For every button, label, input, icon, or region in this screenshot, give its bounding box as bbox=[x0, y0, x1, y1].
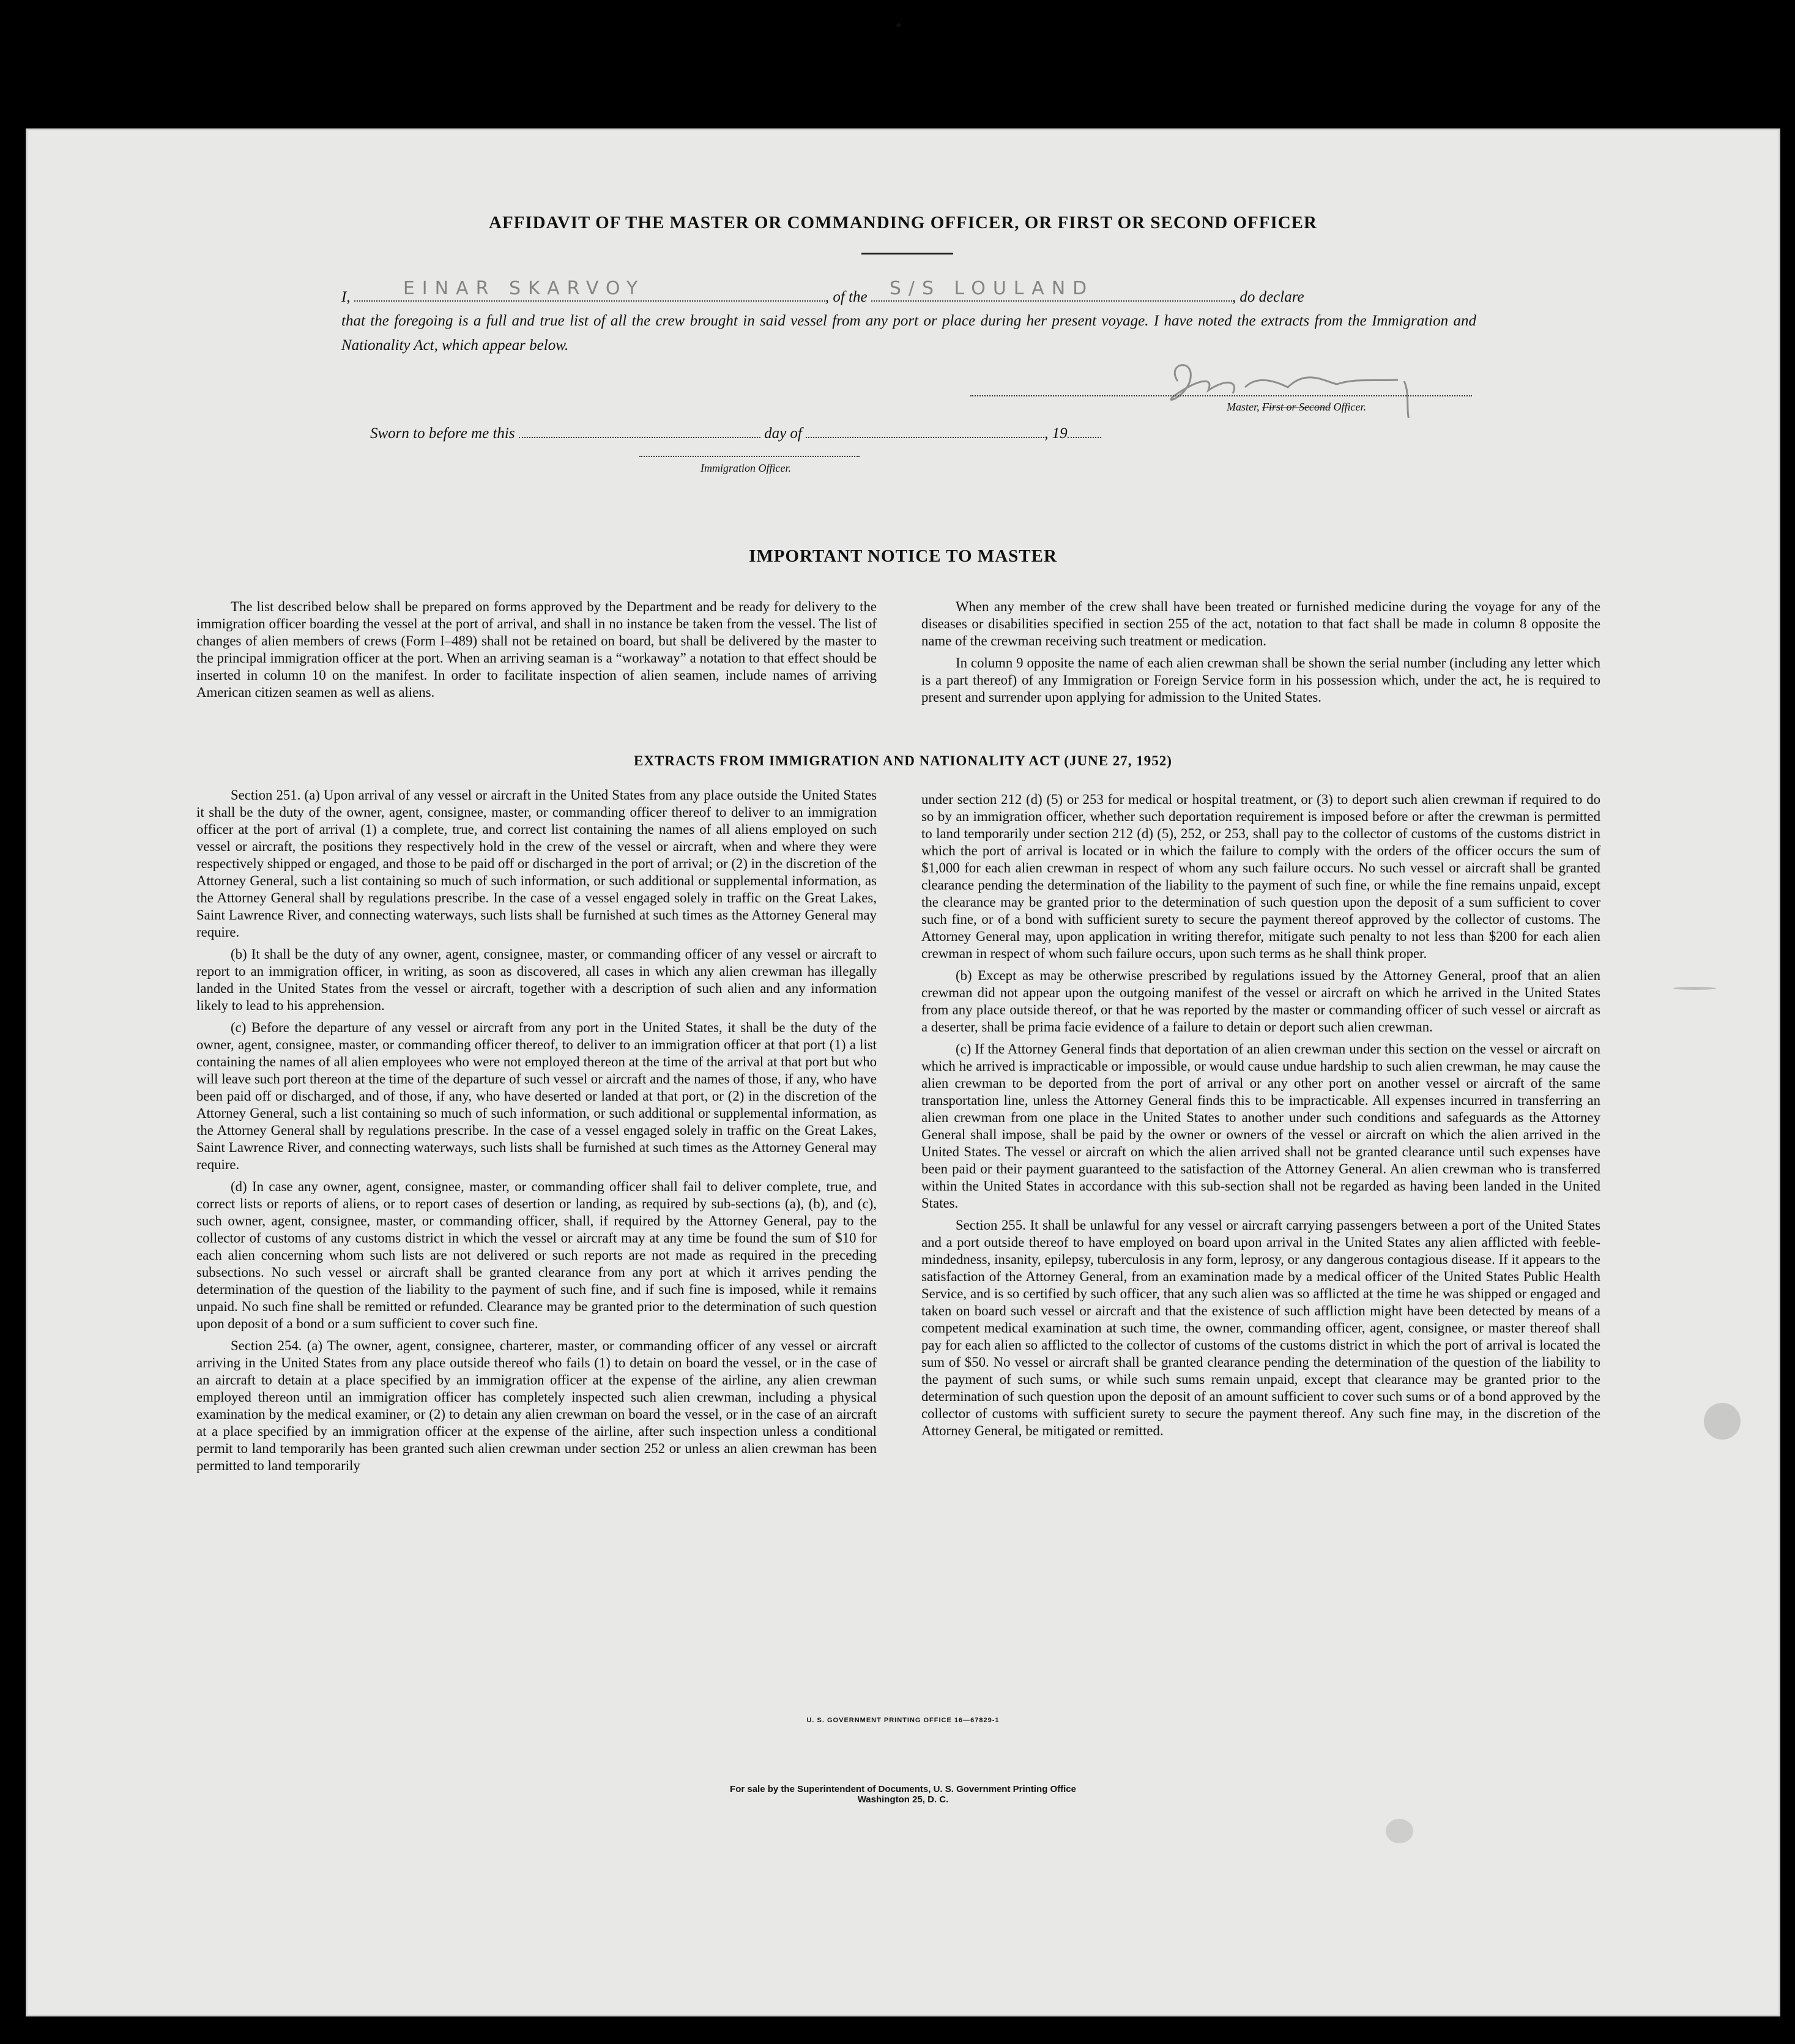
scan-mark bbox=[1386, 1819, 1413, 1843]
do-declare-label: , do declare bbox=[1232, 289, 1304, 305]
declaration-line bbox=[341, 278, 1476, 306]
extract-paragraph: under section 212 (d) (5) or 253 for medical or hospital treatment, or (3) to deport such alien crewman if required to do so by an immigration officer, whether such deportation requirement is imposed before or after the crewman is permitted to land temporarily under section 212 (d) (5), 252, or 253, shall pay to the collector of customs of the customs district in which the port of arrival is located or in which the failure to comply with the orders of the officer occurs the sum of $1,000 for each alien crewman in respect of whom any such failure occurs. No such vessel or aircraft shall be granted clearance pending the determination of the liability to the payment of such fine, or while the fine remains unpaid, except the clearance may be granted prior to the determination of such question upon the deposit of a sum sufficient to cover such fine, or of a bond with sufficient surety to secure the payment thereof approved by the collector of customs. The Attorney General may, upon application in writing therefor, mitigate such penalty to not less than $200 for each alien crewman in respect of whom such failure occurs, upon such terms as he shall think proper. bbox=[921, 792, 1600, 961]
scan-mark bbox=[1704, 1403, 1741, 1440]
extract-paragraph: Section 254. (a) The owner, agent, consignee, charterer, master, or commanding officer of any vessel or aircraft arriving in the United States from any place outside thereof who fails (1) to detain on board the vessel, or in the case of an aircraft to detain at a place specified by an immigration officer at the expense of the airline, any alien crewman employed thereon until an immigration officer has completely inspected such alien crewman, including a physical examination by the medical examiner, or (2) to detain any alien crewman on board the vessel, or in the case of an aircraft at a place specified by an immigration officer at the expense of the airline, after such inspection unless a conditional permit to land temporarily has been granted such alien crewman under section 252 or unless an alien crewman has been permitted to land temporarily bbox=[196, 1338, 877, 1473]
immigration-officer-caption: Immigration Officer. bbox=[701, 462, 791, 474]
scan-mark bbox=[1673, 987, 1716, 990]
extracts-left-column bbox=[196, 787, 877, 1479]
signature-line bbox=[970, 395, 1472, 396]
sale-notice bbox=[28, 1784, 1778, 1805]
year-label: , 19 bbox=[1044, 425, 1068, 442]
i-label: I, bbox=[341, 289, 351, 305]
notice-title: IMPORTANT NOTICE TO MASTER bbox=[749, 546, 1057, 566]
extract-paragraph: (c) If the Attorney General finds that deportation of an alien crewman under this section on the vessel or aircraft on which he arrived is impracticable or impossible, or would cause undue hardship to such alien crewman, he may cause the alien crewman to be deported from the port of arrival or any other port on another vessel or aircraft of the same transportation line, unless the Attorney General finds this to be impracticable. All expenses incurred in transferring an alien crewman from one place in the United States to another under such conditions and safeguards as the Attorney General shall impose, shall be paid by the owner or owners of the vessel or aircraft on which the alien arrived in the United States. The vessel or aircraft on which the alien arrived shall not be granted clearance until such expenses have been paid or their payment guaranteed to the satisfaction of the Attorney General. An alien crewman who is transferred within the United States in accordance with this sub-section shall not be regarded as having been landed in the United States. bbox=[921, 1041, 1600, 1211]
notice-paragraph: The list described below shall be prepared on forms approved by the Department and be ready for delivery to the immigration officer boarding the vessel at the port of arrival, and shall in no instance be taken from the vessel. The list of changes of alien members of crews (Form I–489) shall not be retained on board, but shall be delivered by the master to the principal immigration officer at the port. When an arriving seaman is a “workaway” a notation to that effect should be inserted in column 10 on the manifest. In order to facilitate inspection of alien seamen, include names of arriving American citizen seamen as well as aliens. bbox=[196, 599, 877, 700]
day-of-label: day of bbox=[764, 425, 802, 442]
affidavit-title: AFFIDAVIT OF THE MASTER OR COMMANDING OFFICER, OR FIRST OR SECOND OFFICER bbox=[489, 213, 1317, 232]
officer-caption bbox=[1227, 401, 1366, 414]
sale-line-2: Washington 25, D. C. bbox=[857, 1794, 949, 1805]
notice-paragraph: In column 9 opposite the name of each alien crewman shall be shown the serial number (including any letter which is a part thereof) of any Immigration or Foreign Service form in his possession which, under the act, he is required to present and surrender upon applying for admission to the United States. bbox=[921, 655, 1600, 705]
notice-right-column bbox=[921, 598, 1600, 711]
vessel-field bbox=[871, 278, 1232, 302]
extract-paragraph: Section 251. (a) Upon arrival of any vessel or aircraft in the United States from any place outside the United States it shall be the duty of the owner, agent, consignee, master, or commanding officer thereof to deliver to an immigration officer at the port of arrival (1) a complete, true, and correct list containing the names of all aliens employed on such vessel or aircraft, the positions they respectively hold in the crew of the vessel or aircraft, when and where they were respectively shipped or engaged, and those to be paid off or discharged in the port of arrival; or (2) in the discretion of the Attorney General, such a list containing so much of such information, or such additional or supplemental information, as the Attorney General shall by regulations prescribe. In the case of a vessel engaged solely in traffic on the Great Lakes, Saint Lawrence River, and connecting waterways, such lists shall be furnished at such times as the Attorney General may require. bbox=[196, 787, 877, 940]
sworn-month-field bbox=[806, 421, 1044, 438]
of-the-label: , of the bbox=[825, 289, 868, 305]
sworn-year-field bbox=[1068, 421, 1101, 438]
extract-paragraph: Section 255. It shall be unlawful for any vessel or aircraft carrying passengers between a port of the United States and a port outside thereof to have employed on board upon arrival in the United States any alien afflicted with feeble-mindedness, insanity, epilepsy, tuberculosis in any form, leprosy, or any dangerous contagious disease. If it appears to the satisfaction of the Attorney General, from an examination made by a medical officer of the United States Public Health Service, and is so certified by such officer, that any such alien was so afflicted at the time he was shipped or engaged and taken on board such vessel or aircraft and that the existence of such affliction might have been detected by means of a competent medical examination at such time, the owner, commanding officer, agent, consignee, or master thereof shall pay for each alien so afflicted to the collector of customs of the customs district in which the port of arrival is located the sum of $50. No vessel or aircraft shall be granted clearance pending the determination of the question of the liability to the payment of such sums, or while such sums remain unpaid, except that clearance may be granted prior to the determination of such question upon the deposit of an amount sufficient to cover such sums or of a bond approved by the collector of customs with sufficient surety to secure the payment thereof. Any such fine may, in the discretion of the Attorney General, be mitigated or remitted. bbox=[921, 1217, 1600, 1438]
document-page bbox=[26, 128, 1780, 2016]
handwritten-name: EINAR SKARVOY bbox=[403, 278, 645, 299]
extracts-title: EXTRACTS FROM IMMIGRATION AND NATIONALITY ACT (JUNE 27, 1952) bbox=[634, 753, 1172, 768]
sworn-line bbox=[370, 421, 1101, 442]
immigration-officer-line bbox=[639, 456, 860, 457]
notice-paragraph: When any member of the crew shall have been treated or furnished medicine during the voyage for any of the diseases or disabilities specified in section 255 of the act, notation to that fact shall be made in column 8 opposite the name of the crewman receiving such treatment or medication. bbox=[921, 599, 1600, 649]
declaration-text: that the foregoing is a full and true list of all the crew brought in said vessel from any port or place during her present voyage. I have noted the extracts from the Immigration and Nationality Act, which appear below. bbox=[341, 313, 1476, 354]
extract-paragraph: (b) Except as may be otherwise prescribed by regulations issued by the Attorney General, proof that an alien crewman did not appear upon the outgoing manifest of the vessel or aircraft on which he arrived in the United States from any place outside thereof, or that he was reported by the master or commanding officer of such vessel or aircraft as a deserter, shall be prima facie evidence of a failure to detain or deport such alien crewman. bbox=[921, 968, 1600, 1035]
extracts-right-column bbox=[921, 791, 1600, 1444]
sworn-prefix: Sworn to before me this bbox=[370, 425, 515, 442]
sale-line-1: For sale by the Superintendent of Documents, U. S. Government Printing Office bbox=[730, 1784, 1076, 1794]
notice-left-column bbox=[196, 598, 877, 706]
caption-officer: Officer. bbox=[1331, 401, 1366, 413]
scan-speck bbox=[896, 23, 901, 27]
title-divider bbox=[861, 253, 953, 255]
caption-master: Master, bbox=[1227, 401, 1262, 413]
extract-paragraph: (c) Before the departure of any vessel or aircraft from any port in the United States, it shall be the duty of the owner, agent, consignee, master, or commanding officer thereof, to deliver to an immigration officer at that port (1) a list containing the names of all alien employees who were not employed thereon at the time of the arrival at that port but who will leave such port thereon at the time of the departure of such vessel or aircraft and the names of those, if any, who have been paid off or discharged, and of those, if any, who have deserted or landed at that port, or (2) in the discretion of the Attorney General, such a list containing so much of such information, or such additional or supplemental information, as the Attorney General shall by regulations prescribe. In the case of a vessel engaged solely in traffic on the Great Lakes, Saint Lawrence River, and connecting waterways, such lists shall be furnished at such times as the Attorney General may require. bbox=[196, 1020, 877, 1172]
extract-paragraph: (d) In case any owner, agent, consignee, master, or commanding officer shall fail to deliver complete, true, and correct lists or reports of aliens, or to report cases of desertion or landing, as required by sub-sections (a), (b), and (c), such owner, agent, consignee, master, or commanding officer, shall, if required by the Attorney General, pay to the collector of customs of any customs district in which the vessel or aircraft may at any time be found the sum of $10 for each alien concerning whom such lists are not delivered or such reports are not made as required in the preceding subsections. No such vessel or aircraft shall be granted clearance from any port at which it arrives pending the determination of the question of the liability to the payment of such fine, and if such fine is imposed, while it remains unpaid. No such fine shall be remitted or refunded. Clearance may be granted prior to the determination of such question upon deposit of a bond or a sum sufficient to cover such fine. bbox=[196, 1179, 877, 1331]
name-field bbox=[354, 278, 825, 302]
extract-paragraph: (b) It shall be the duty of any owner, agent, consignee, master, or commanding officer of any vessel or aircraft to report to an immigration officer, in writing, as soon as discovered, all cases in which any alien crewman has illegally landed in the United States from the vessel or aircraft, together with a description of such alien and any information likely to lead to his apprehension. bbox=[196, 946, 877, 1013]
caption-struck: First or Second bbox=[1262, 401, 1331, 413]
sworn-day-field bbox=[519, 421, 760, 438]
printing-office-line: U. S. GOVERNMENT PRINTING OFFICE 16—67829-1 bbox=[806, 1717, 1000, 1724]
handwritten-vessel: S/S LOULAND bbox=[889, 278, 1094, 299]
